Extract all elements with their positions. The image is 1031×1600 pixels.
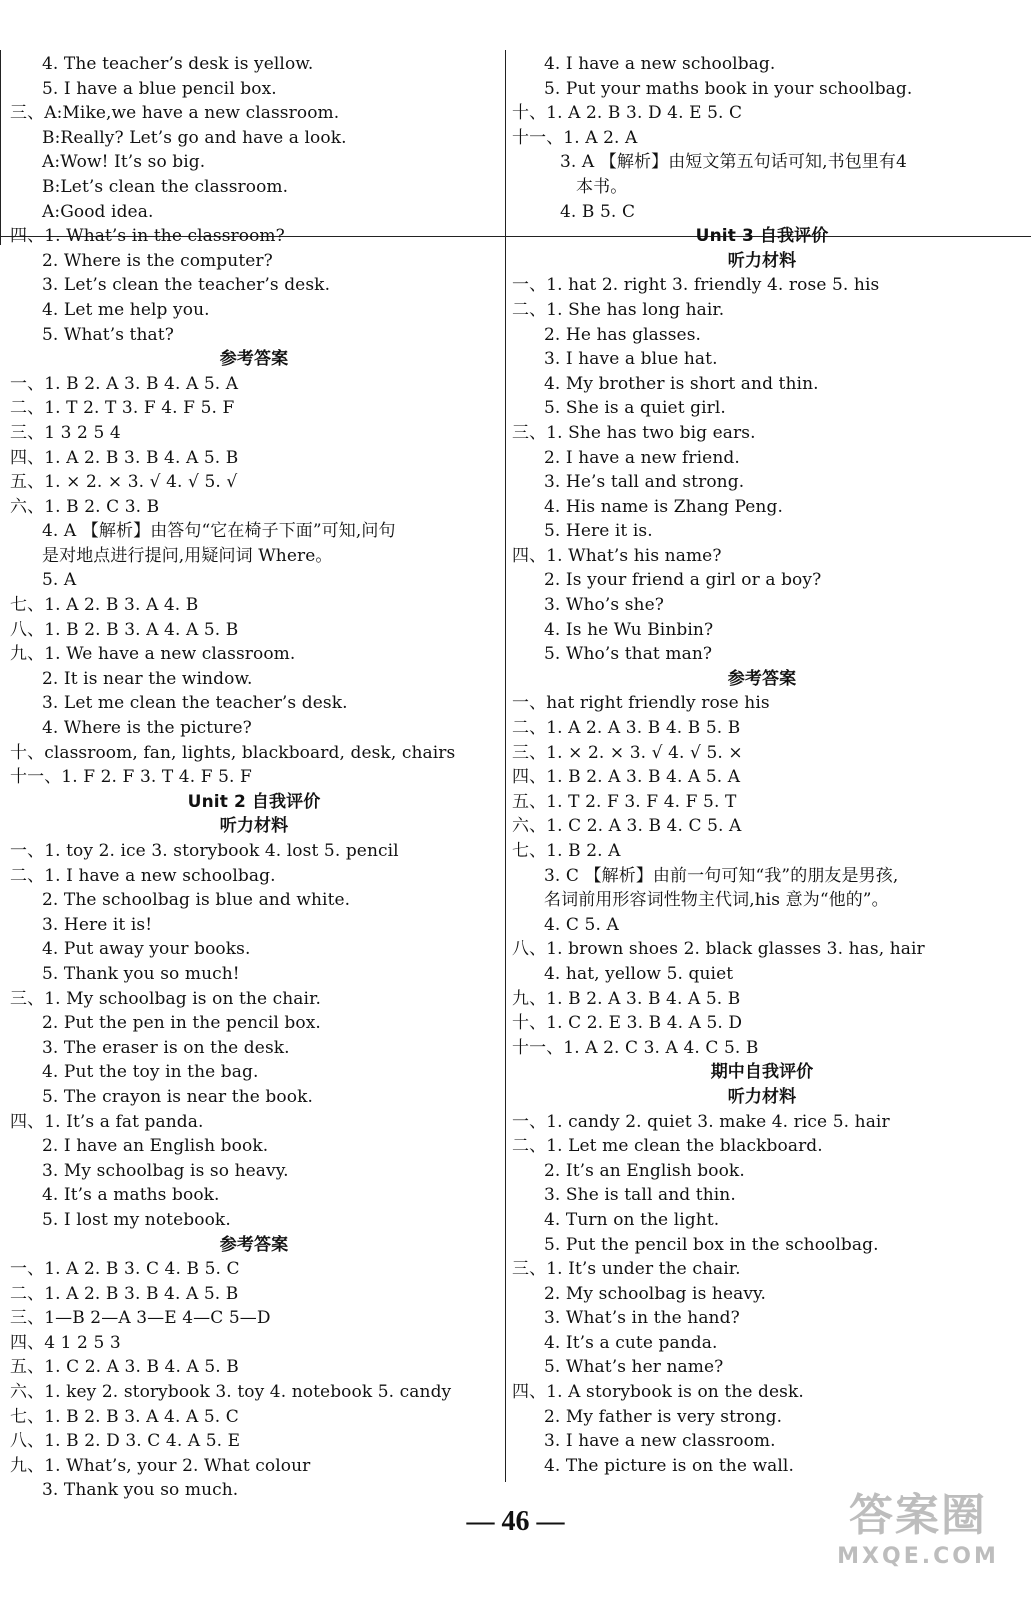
text-line: 七、1. B 2. A (512, 841, 621, 861)
text-line: 5. Who’s that man? (544, 644, 713, 665)
text-line: 二、1. T 2. T 3. F 4. F 5. F (10, 398, 235, 419)
text-line: 一、hat right friendly rose his (512, 693, 770, 714)
text-line: 5. Put the pencil box in the schoolbag. (544, 1234, 879, 1255)
text-line: 5. A (42, 570, 77, 591)
text-line: 4. Put away your books. (42, 939, 251, 960)
left-column (10, 52, 498, 1503)
text-line: 4. It’s a maths book. (42, 1185, 220, 1206)
text-line: B:Really? Let’s go and have a look. (42, 127, 347, 148)
text-line: 八、1. B 2. B 3. A 4. A 5. B (10, 619, 239, 640)
text-line: 四、1. It’s a fat panda. (10, 1111, 204, 1132)
text-line: 二、1. A 2. A 3. B 4. B 5. B (512, 718, 741, 739)
text-line: 3. C 【解析】由前一句可知“我”的朋友是男孩, (544, 865, 899, 886)
text-line: 5. I have a blue pencil box. (42, 78, 277, 99)
text-line: 八、1. brown shoes 2. black glasses 3. has, hair (512, 939, 925, 960)
text-line: 三、1 3 2 5 4 (10, 422, 121, 443)
text-line: 4. Is he Wu Binbin? (544, 619, 714, 640)
text-line: B:Let’s clean the classroom. (42, 176, 289, 197)
text-line: 二、1. A 2. B 3. B 4. A 5. B (10, 1283, 239, 1304)
text-line: 4. My brother is short and thin. (544, 373, 819, 394)
text-line: 3. What’s in the hand? (544, 1308, 740, 1329)
text-line: 5. Thank you so much! (42, 963, 240, 984)
text-line: 4. B 5. C (560, 201, 636, 222)
text-line: 七、1. B 2. B 3. A 4. A 5. C (10, 1406, 239, 1427)
left-margin-rule (0, 50, 1, 245)
text-line: 4. It’s a cute panda. (544, 1332, 718, 1353)
text-line: 3. Who’s she? (544, 595, 664, 616)
right-column (512, 52, 1012, 1478)
text-line: 3. Thank you so much. (42, 1480, 239, 1501)
text-line: 六、1. B 2. C 3. B (10, 496, 160, 517)
text-line: 2. My father is very strong. (544, 1406, 783, 1427)
text-line: 2. Is your friend a girl or a boy? (544, 570, 822, 591)
text-line: 4. The picture is on the wall. (544, 1455, 794, 1476)
text-line: 九、1. B 2. A 3. B 4. A 5. B (512, 988, 741, 1009)
text-line: 九、1. We have a new classroom. (10, 644, 296, 665)
section-heading: 参考答案 (727, 668, 797, 689)
text-line: 四、1. A storybook is on the desk. (512, 1382, 804, 1403)
text-line: 四、1. A 2. B 3. B 4. A 5. B (10, 447, 239, 468)
section-heading: 参考答案 (219, 1234, 289, 1255)
text-line: 三、1—B 2—A 3—E 4—C 5—D (10, 1308, 271, 1329)
section-heading: 听力材料 (219, 816, 289, 837)
text-line: 5. Put your maths book in your schoolbag. (544, 78, 913, 99)
text-line: 5. I lost my notebook. (42, 1209, 231, 1230)
text-line: 3. My schoolbag is so heavy. (42, 1160, 289, 1181)
section-heading: Unit 3 自我评价 (695, 226, 829, 247)
text-line: 二、1. She has long hair. (512, 299, 725, 320)
text-line: 4. The teacher’s desk is yellow. (42, 54, 314, 74)
text-line: 六、1. C 2. A 3. B 4. C 5. A (512, 816, 742, 837)
section-heading: Unit 2 自我评价 (187, 791, 321, 812)
text-line: 5. She is a quiet girl. (544, 398, 726, 419)
text-line: 2. My schoolbag is heavy. (544, 1283, 767, 1304)
text-line: 一、1. B 2. A 3. B 4. A 5. A (10, 373, 239, 394)
text-line: 四、4 1 2 5 3 (10, 1332, 121, 1353)
text-line: 四、1. What’s in the classroom? (10, 226, 285, 247)
page-number: — 46 — (466, 1506, 565, 1537)
text-line: 3. A 【解析】由短文第五句话可知,书包里有4 (560, 152, 907, 173)
text-line: 2. Where is the computer? (42, 250, 273, 271)
text-line: 4. Turn on the light. (544, 1209, 720, 1230)
column-divider (505, 50, 506, 1482)
text-line: 三、1. It’s under the chair. (512, 1259, 741, 1280)
text-line: 十、1. A 2. B 3. D 4. E 5. C (512, 103, 743, 124)
text-line: 5. What’s her name? (544, 1357, 724, 1378)
text-line: 三、1. × 2. × 3. √ 4. √ 5. × (512, 742, 743, 763)
text-line: 三、1. She has two big ears. (512, 422, 756, 443)
section-heading: 听力材料 (727, 250, 797, 271)
text-line: 十、1. C 2. E 3. B 4. A 5. D (512, 1013, 743, 1034)
text-line: 一、1. A 2. B 3. C 4. B 5. C (10, 1259, 240, 1280)
text-line: 名词前用形容词性物主代词,his 意为“他的”。 (544, 890, 889, 911)
watermark-url: MXQE.COM (837, 1544, 999, 1569)
text-line: 三、1. My schoolbag is on the chair. (10, 988, 321, 1009)
text-line: 一、1. candy 2. quiet 3. make 4. rice 5. hair (512, 1111, 890, 1132)
text-line: 4. C 5. A (544, 914, 619, 935)
text-line: A:Good idea. (42, 201, 154, 222)
text-line: A:Wow! It’s so big. (42, 152, 206, 173)
text-line: 4. His name is Zhang Peng. (544, 496, 783, 517)
text-line: 2. The schoolbag is blue and white. (42, 890, 351, 911)
text-line: 2. Put the pen in the pencil box. (42, 1013, 321, 1034)
text-line: 是对地点进行提问,用疑问词 Where。 (42, 545, 333, 566)
text-line: 5. What’s that? (42, 324, 174, 345)
text-line: 本书。 (576, 176, 628, 197)
text-line: 3. I have a new classroom. (544, 1431, 776, 1452)
text-line: 一、1. hat 2. right 3. friendly 4. rose 5. his (512, 275, 880, 296)
text-line: 5. The crayon is near the book. (42, 1086, 313, 1107)
text-line: 4. Let me help you. (42, 299, 210, 320)
text-line: 七、1. A 2. B 3. A 4. B (10, 595, 199, 616)
text-line: 二、1. Let me clean the blackboard. (512, 1136, 823, 1157)
text-line: 八、1. B 2. D 3. C 4. A 5. E (10, 1431, 241, 1452)
section-heading: 期中自我评价 (710, 1062, 814, 1083)
text-line: 4. hat, yellow 5. quiet (544, 963, 734, 984)
text-line: 十、classroom, fan, lights, blackboard, desk, chairs (10, 742, 456, 763)
text-line: 2. I have a new friend. (544, 447, 740, 468)
section-heading: 听力材料 (727, 1086, 797, 1107)
text-line: 九、1. What’s, your 2. What colour (10, 1455, 311, 1476)
text-line: 三、A:Mike,we have a new classroom. (10, 103, 340, 124)
text-line: 4. I have a new schoolbag. (544, 54, 776, 74)
text-line: 4. Where is the picture? (42, 718, 252, 739)
text-line: 4. Put the toy in the bag. (42, 1062, 259, 1083)
text-line: 五、1. C 2. A 3. B 4. A 5. B (10, 1357, 239, 1378)
text-line: 3. The eraser is on the desk. (42, 1037, 290, 1058)
text-line: 四、1. What’s his name? (512, 545, 722, 566)
text-line: 3. Let me clean the teacher’s desk. (42, 693, 348, 714)
text-line: 四、1. B 2. A 3. B 4. A 5. A (512, 767, 741, 788)
text-line: 3. Let’s clean the teacher’s desk. (42, 275, 331, 296)
text-line: 二、1. I have a new schoolbag. (10, 865, 276, 886)
watermark-logo (818, 1488, 1018, 1588)
text-line: 五、1. T 2. F 3. F 4. F 5. T (512, 791, 737, 812)
text-line: 4. A 【解析】由答句“它在椅子下面”可知,问句 (42, 521, 396, 542)
text-line: 十一、1. A 2. C 3. A 4. C 5. B (512, 1037, 759, 1058)
section-heading: 参考答案 (219, 349, 289, 370)
text-line: 十一、1. F 2. F 3. T 4. F 5. F (10, 767, 252, 788)
text-line: 3. I have a blue hat. (544, 349, 718, 370)
text-line: 3. She is tall and thin. (544, 1185, 736, 1206)
text-line: 3. He’s tall and strong. (544, 472, 745, 493)
watermark-text: 答案圈 (849, 1490, 987, 1541)
text-line: 2. It is near the window. (42, 668, 253, 689)
text-line: 十一、1. A 2. A (512, 127, 638, 148)
text-line: 五、1. × 2. × 3. √ 4. √ 5. √ (10, 472, 238, 493)
text-line: 2. It’s an English book. (544, 1160, 745, 1181)
text-line: 5. Here it is. (544, 521, 653, 542)
text-line: 3. Here it is! (42, 914, 153, 935)
text-line: 2. He has glasses. (544, 324, 702, 345)
text-line: 一、1. toy 2. ice 3. storybook 4. lost 5. pencil (10, 841, 399, 861)
text-line: 六、1. key 2. storybook 3. toy 4. notebook 5. candy (10, 1382, 452, 1403)
text-line: 2. I have an English book. (42, 1136, 269, 1157)
